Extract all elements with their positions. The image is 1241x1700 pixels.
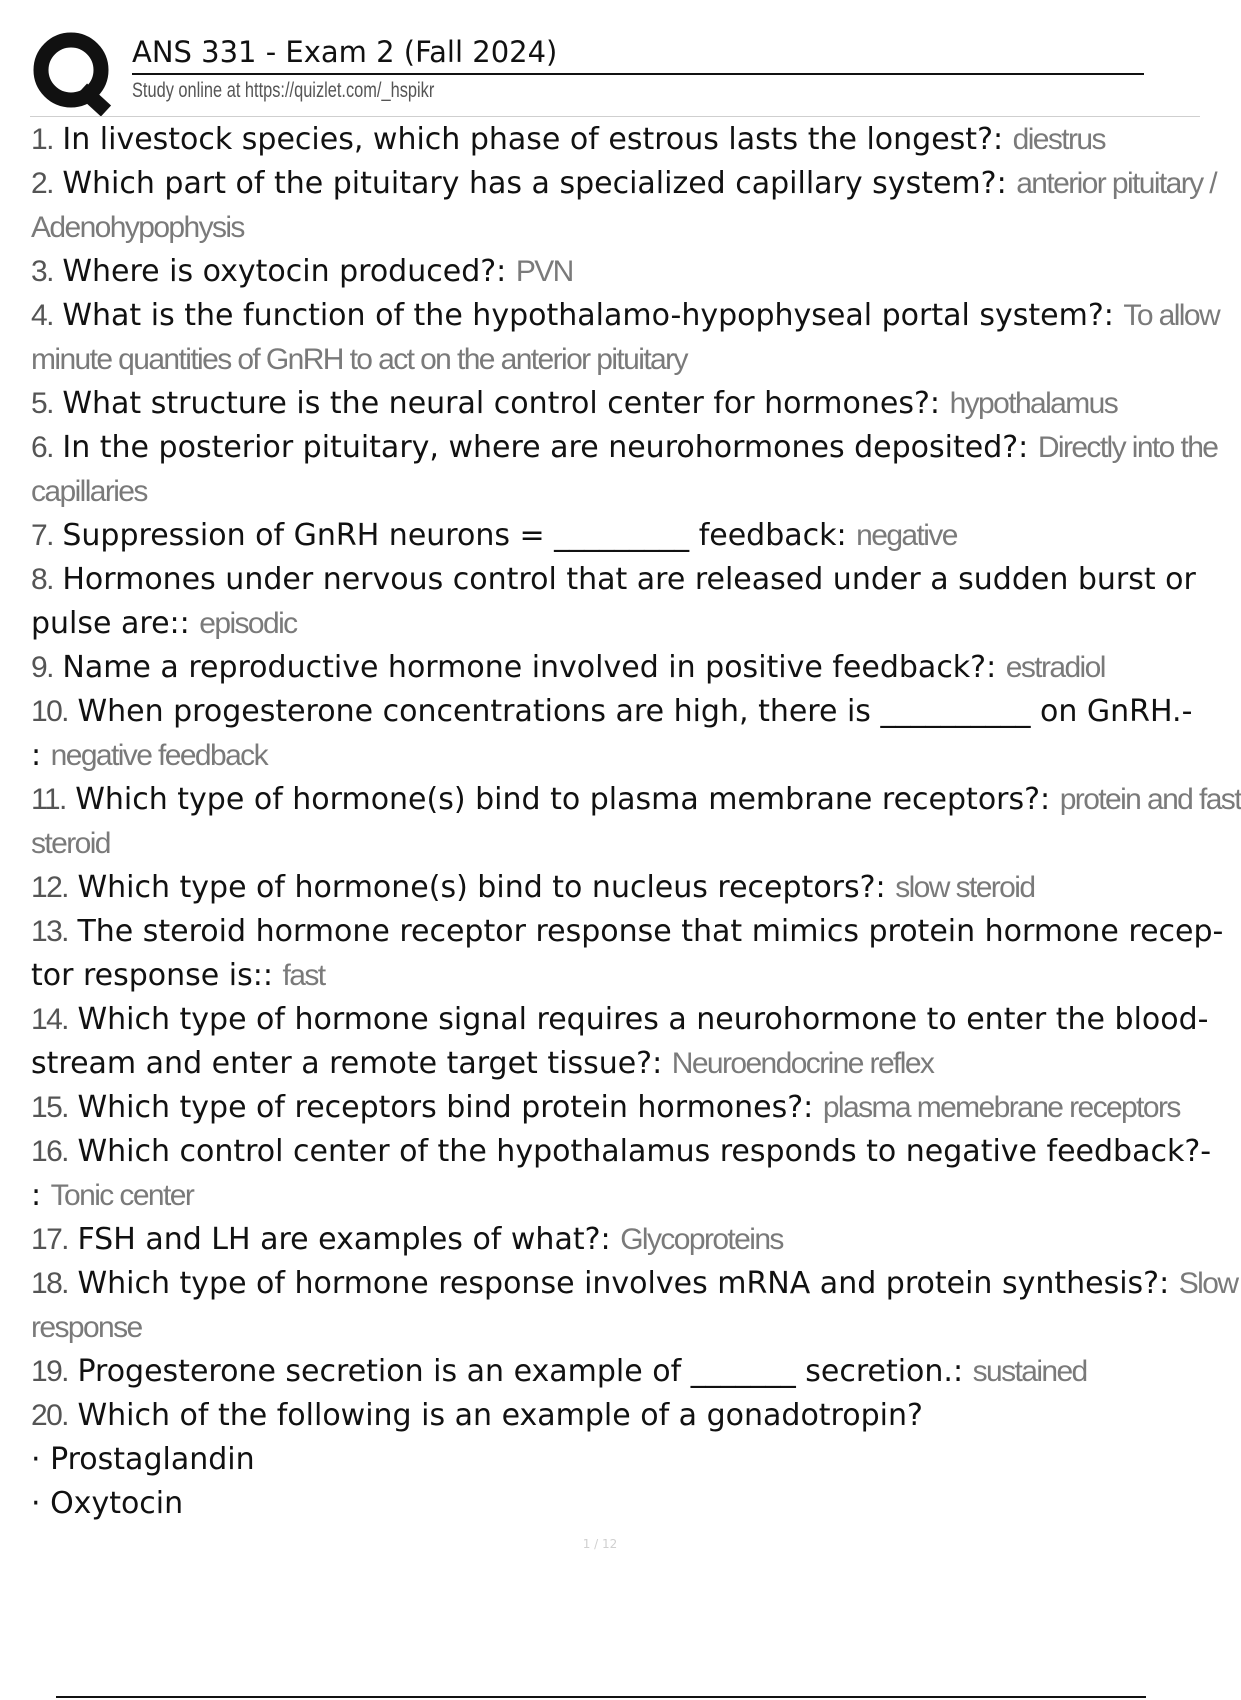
question-item: 16. Which control center of the hypothalamus responds to negative feedback?- : Tonic center: [31, 1134, 1212, 1213]
question-item: 17. FSH and LH are examples of what?: Glycoproteins: [31, 1222, 783, 1257]
question-item: 18. Which type of hormone response involves mRNA and protein synthesis?: Slow response: [31, 1266, 1238, 1344]
question-item: 4. What is the function of the hypothalamo-hypophyseal portal system?: To allow minute quantities of GnRH to act on the anterior pituitary: [31, 298, 1220, 376]
answer-option: · Oxytocin: [31, 1486, 184, 1521]
question-item: 2. Which part of the pituitary has a specialized capillary system?: anterior pituitary / Adenohypophysis: [31, 166, 1216, 244]
question-item: 12. Which type of hormone(s) bind to nucleus receptors?: slow steroid: [31, 870, 1035, 905]
question-item: 14. Which type of hormone signal requires a neurohormone to enter the blood- stream and enter a remote target tissue?: Neuroendocrine reflex: [31, 1002, 1209, 1081]
question-item: 15. Which type of receptors bind protein hormones?: plasma memebrane receptors: [31, 1090, 1180, 1125]
question-list: [31, 118, 1241, 1526]
page-header: [32, 28, 1142, 118]
question-item: 8. Hormones under nervous control that are released under a sudden burst or pulse are:: episodic: [31, 562, 1196, 641]
question-item: 7. Suppression of GnRH neurons = _________ feedback: negative: [31, 518, 957, 553]
answer-option: · Prostaglandin: [31, 1442, 255, 1477]
footer-divider: [56, 1696, 1146, 1698]
question-item: 5. What structure is the neural control center for hormones?: hypothalamus: [31, 386, 1118, 421]
question-item: 9. Name a reproductive hormone involved in positive feedback?: estradiol: [31, 650, 1105, 685]
question-item: 13. The steroid hormone receptor response that mimics protein hormone recep- tor response is:: fast: [31, 914, 1224, 993]
header-divider: [30, 116, 1200, 117]
question-item: 11. Which type of hormone(s) bind to plasma membrane receptors?: protein and fast steroid: [31, 782, 1241, 860]
page-number: 1 / 12: [582, 1537, 618, 1551]
question-item: 20. Which of the following is an example of a gonadotropin?: [31, 1398, 923, 1433]
question-item: 1. In livestock species, which phase of estrous lasts the longest?: diestrus: [31, 122, 1105, 157]
question-item: 10. When progesterone concentrations are high, there is __________ on GnRH.- : negative feedback: [31, 694, 1193, 773]
document-title: ANS 331 - Exam 2 (Fall 2024): [132, 33, 1144, 75]
quizlet-q-logo-icon: [32, 31, 114, 113]
question-item: 3. Where is oxytocin produced?: PVN: [31, 254, 573, 289]
question-item: 19. Progesterone secretion is an example of _______ secretion.: sustained: [31, 1354, 1087, 1389]
question-item: 6. In the posterior pituitary, where are neurohormones deposited?: Directly into the capillaries: [31, 430, 1218, 508]
study-online-link[interactable]: Study online at https://quizlet.com/_hspikr: [132, 79, 435, 102]
